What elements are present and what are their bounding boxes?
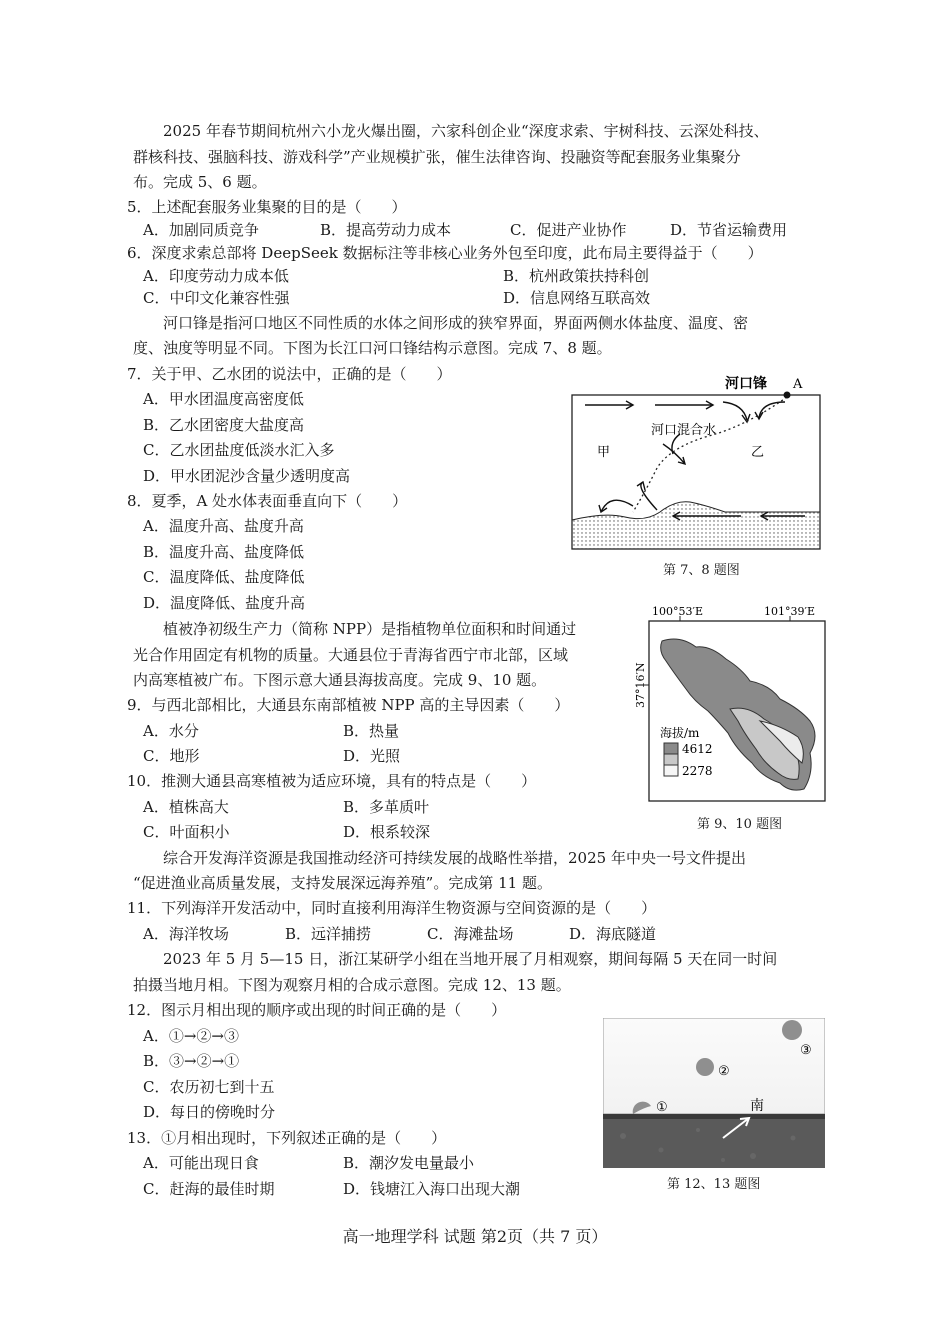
longitude-label-west: 100°53′E bbox=[652, 605, 704, 618]
page-footer: 高一地理学科 试题 第2页（共 7 页） bbox=[342, 1227, 608, 1246]
q8-option-d: D．温度降低、盐度升高 bbox=[143, 594, 306, 612]
q9-option-d: D．光照 bbox=[343, 747, 401, 765]
q12-option-b: B．③→②→① bbox=[143, 1052, 240, 1070]
legend-swatch-low bbox=[664, 765, 678, 776]
passage-5-line-1: 2023 年 5 月 5—15 日，浙江某研学小组在当地开展了月相观察，期间每隔 5 天在同一时间 bbox=[133, 950, 778, 968]
q12-option-d: D．每日的傍晚时分 bbox=[143, 1103, 276, 1121]
legend-title: 海拔/m bbox=[660, 726, 700, 740]
moon-2-label: ② bbox=[718, 1064, 730, 1079]
moon-1-label: ① bbox=[656, 1100, 668, 1115]
question-11-stem: 11．下列海洋开发活动中，同时直接利用海洋生物资源与空间资源的是（ ） bbox=[127, 899, 657, 917]
question-5-stem: 5．上述配套服务业集聚的目的是（ ） bbox=[127, 198, 407, 216]
datong-elevation-map bbox=[630, 603, 830, 805]
longitude-label-east: 101°39′E bbox=[764, 605, 816, 618]
q8-option-c: C．温度降低、盐度降低 bbox=[143, 568, 305, 586]
passage-3-line-3: 内高寒植被广布。下图示意大通县海拔高度。完成 9、10 题。 bbox=[133, 671, 547, 689]
moon-2 bbox=[696, 1058, 714, 1076]
latitude-label: 37°16′N bbox=[634, 662, 647, 708]
legend-low-value: 2278 bbox=[682, 764, 713, 778]
passage-1-line-3: 布。完成 5、6 题。 bbox=[133, 173, 267, 191]
passage-4-line-2: “促进渔业高质量发展，支持发展深远海养殖”。完成第 11 题。 bbox=[133, 874, 552, 892]
q5-option-a: A．加剧同质竞争 bbox=[143, 221, 259, 239]
ground-area bbox=[603, 1114, 825, 1168]
question-10-stem: 10．推测大通县高寒植被为适应环境，具有的特点是（ ） bbox=[127, 772, 537, 790]
point-a-marker bbox=[784, 392, 791, 399]
q8-option-a: A．温度升高、盐度升高 bbox=[143, 517, 304, 535]
q13-option-d: D．钱塘江入海口出现大潮 bbox=[343, 1180, 521, 1198]
q6-option-a: A．印度劳动力成本低 bbox=[143, 267, 289, 285]
passage-1-line-2: 群核科技、强脑科技、游戏科学”产业规模扩张，催生法律咨询、投融资等配套服务业集聚分 bbox=[133, 148, 741, 166]
south-label: 南 bbox=[750, 1098, 764, 1114]
q6-option-d: D．信息网络互联高效 bbox=[503, 289, 651, 307]
q10-option-a: A．植株高大 bbox=[143, 798, 229, 816]
passage-3-line-2: 光合作用固定有机物的质量。大通县位于青海省西宁市北部，区域 bbox=[133, 646, 569, 664]
q10-option-d: D．根系较深 bbox=[343, 823, 431, 841]
point-a-label: A bbox=[793, 377, 803, 392]
passage-4-line-1: 综合开发海洋资源是我国推动经济可持续发展的战略性举措，2025 年中央一号文件提出 bbox=[133, 849, 746, 867]
q12-option-a: A．①→②→③ bbox=[143, 1027, 239, 1045]
passage-1-line-1: 2025 年春节期间杭州六小龙火爆出圈，六家科创企业“深度求索、宇树科技、云深处科技、 bbox=[133, 122, 769, 140]
figure-9-10-caption: 第 9、10 题图 bbox=[697, 817, 783, 832]
q13-option-a: A．可能出现日食 bbox=[143, 1154, 259, 1172]
mixing-water-label: 河口混合水 bbox=[651, 423, 717, 438]
q5-option-b: B．提高劳动力成本 bbox=[320, 221, 452, 239]
q9-option-a: A．水分 bbox=[143, 722, 199, 740]
q6-option-c: C．中印文化兼容性强 bbox=[143, 289, 290, 307]
q7-option-d: D．甲水团泥沙含量少透明度高 bbox=[143, 467, 351, 485]
q5-option-c: C．促进产业协作 bbox=[510, 221, 627, 239]
q13-option-b: B．潮汐发电量最小 bbox=[343, 1154, 475, 1172]
figure-7-8-caption: 第 7、8 题图 bbox=[663, 563, 740, 578]
question-12-stem: 12．图示月相出现的顺序或出现的时间正确的是（ ） bbox=[127, 1001, 507, 1019]
q9-option-b: B．热量 bbox=[343, 722, 400, 740]
legend-high-value: 4612 bbox=[682, 742, 713, 756]
front-label: 河口锋 bbox=[725, 376, 767, 392]
question-8-stem: 8．夏季，A 处水体表面垂直向下（ ） bbox=[127, 492, 408, 510]
q10-option-b: B．多革质叶 bbox=[343, 798, 430, 816]
moon-3 bbox=[782, 1020, 802, 1040]
passage-3-line-1: 植被净初级生产力（简称 NPP）是指植物单位面积和时间通过 bbox=[133, 620, 577, 638]
q5-option-d: D．节省运输费用 bbox=[670, 221, 788, 239]
q12-option-c: C．农历初七到十五 bbox=[143, 1078, 275, 1096]
passage-2-line-1: 河口锋是指河口地区不同性质的水体之间形成的狭窄界面，界面两侧水体盐度、温度、密 bbox=[133, 314, 749, 332]
passage-2-line-2: 度、浊度等明显不同。下图为长江口河口锋结构示意图。完成 7、8 题。 bbox=[133, 339, 612, 357]
question-7-stem: 7．关于甲、乙水团的说法中，正确的是（ ） bbox=[127, 365, 452, 383]
moon-phase-composite bbox=[603, 1018, 825, 1168]
water-mass-yi-label: 乙 bbox=[751, 445, 765, 460]
water-mass-jia-label: 甲 bbox=[597, 445, 611, 460]
q9-option-c: C．地形 bbox=[143, 747, 200, 765]
question-9-stem: 9．与西北部相比，大通县东南部植被 NPP 高的主导因素（ ） bbox=[127, 696, 570, 714]
q6-option-b: B．杭州政策扶持科创 bbox=[503, 267, 650, 285]
figure-12-13-caption: 第 12、13 题图 bbox=[667, 1177, 761, 1192]
q10-option-c: C．叶面积小 bbox=[143, 823, 230, 841]
legend-swatch-mid bbox=[664, 754, 678, 765]
q11-option-a: A．海洋牧场 bbox=[143, 925, 229, 943]
q11-option-d: D．海底隧道 bbox=[569, 925, 657, 943]
q8-option-b: B．温度升高、盐度降低 bbox=[143, 543, 305, 561]
q7-option-c: C．乙水团盐度低淡水汇入多 bbox=[143, 441, 335, 459]
q11-option-c: C．海滩盐场 bbox=[427, 925, 514, 943]
legend-swatch-high bbox=[664, 743, 678, 754]
question-13-stem: 13．①月相出现时，下列叙述正确的是（ ） bbox=[127, 1129, 447, 1147]
river-mouth-front-diagram bbox=[565, 372, 825, 552]
q13-option-c: C．赶海的最佳时期 bbox=[143, 1180, 275, 1198]
q7-option-a: A．甲水团温度高密度低 bbox=[143, 390, 304, 408]
moon-3-label: ③ bbox=[800, 1043, 812, 1058]
question-6-stem: 6．深度求索总部将 DeepSeek 数据标注等非核心业务外包至印度，此布局主要得益于（ ） bbox=[127, 244, 763, 262]
passage-5-line-2: 拍摄当地月相。下图为观察月相的合成示意图。完成 12、13 题。 bbox=[133, 976, 571, 994]
q11-option-b: B．远洋捕捞 bbox=[285, 925, 372, 943]
q7-option-b: B．乙水团密度大盐度高 bbox=[143, 416, 305, 434]
